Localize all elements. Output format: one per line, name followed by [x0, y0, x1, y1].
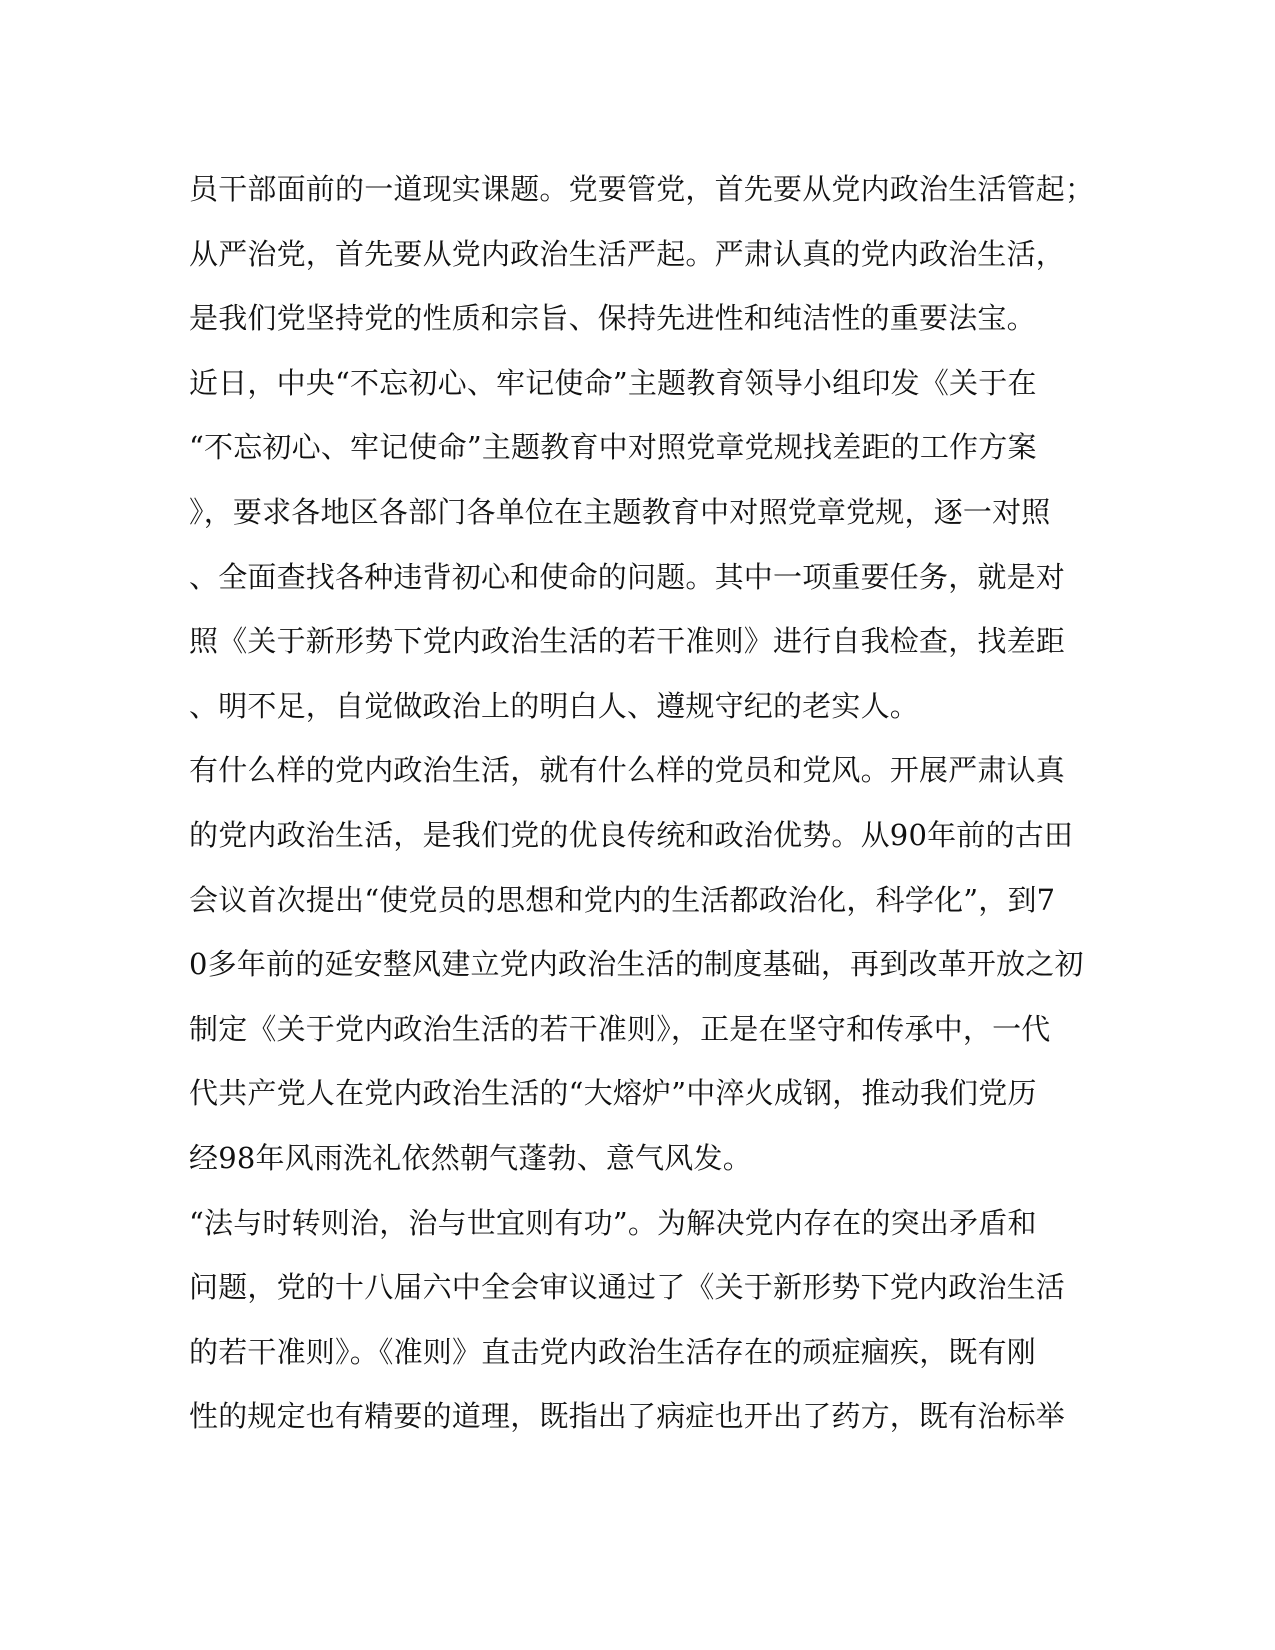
- text-line: 有什么样的党内政治生活，就有什么样的党员和党风。开展严肃认真: [189, 753, 1066, 788]
- text-line: 》，要求各地区各部门各单位在主题教育中对照党章党规，逐一对照: [189, 494, 1051, 529]
- text-line: 会议首次提出“使党员的思想和党内的生活都政治化，科学化”，到7: [189, 882, 1056, 917]
- text-line: 0多年前的延安整风建立党内政治生活的制度基础，再到改革开放之初: [189, 947, 1084, 982]
- text-line: 经98年风雨洗礼依然朝气蓬勃、意气风发。: [189, 1140, 752, 1175]
- text-line: 员干部面前的一道现实课题。党要管党，首先要从党内政治生活管起；: [189, 172, 1095, 206]
- text-line: 制定《关于党内政治生活的若干准则》，正是在坚守和传承中，一代: [189, 1011, 1051, 1046]
- text-line: 从严治党，首先要从党内政治生活严起。严肃认真的党内政治生活，: [189, 236, 1066, 271]
- text-line: 的党内政治生活，是我们党的优良传统和政治优势。从90年前的古田: [189, 817, 1074, 852]
- text-line: 的若干准则》。《准则》直击党内政治生活存在的顽症痼疾，既有刚: [189, 1334, 1037, 1369]
- text-line: 是我们党坚持党的性质和宗旨、保持先进性和纯洁性的重要法宝。: [189, 301, 1036, 336]
- text-line: 近日，中央“不忘初心、牢记使命”主题教育领导小组印发《关于在: [189, 365, 1037, 400]
- text-line: 代共产党人在党内政治生活的“大熔炉”中淬火成钢，推动我们党历: [189, 1076, 1037, 1111]
- text-line: 性的规定也有精要的道理，既指出了病症也开出了药方，既有治标举: [189, 1399, 1066, 1434]
- text-line: “法与时转则治，治与世宜则有功”。为解决党内存在的突出矛盾和: [189, 1205, 1037, 1240]
- text-line: 、全面查找各种违背初心和使命的问题。其中一项重要任务，就是对: [189, 559, 1066, 594]
- text-line: “不忘初心、牢记使命”主题教育中对照党章党规找差距的工作方案: [189, 430, 1037, 465]
- text-line: 、明不足，自觉做政治上的明白人、遵规守纪的老实人。: [189, 688, 920, 723]
- text-line: 问题，党的十八届六中全会审议通过了《关于新形势下党内政治生活: [189, 1270, 1066, 1305]
- body-text: [189, 157, 1095, 1449]
- text-line: 照《关于新形势下党内政治生活的若干准则》进行自我检查，找差距: [189, 624, 1066, 659]
